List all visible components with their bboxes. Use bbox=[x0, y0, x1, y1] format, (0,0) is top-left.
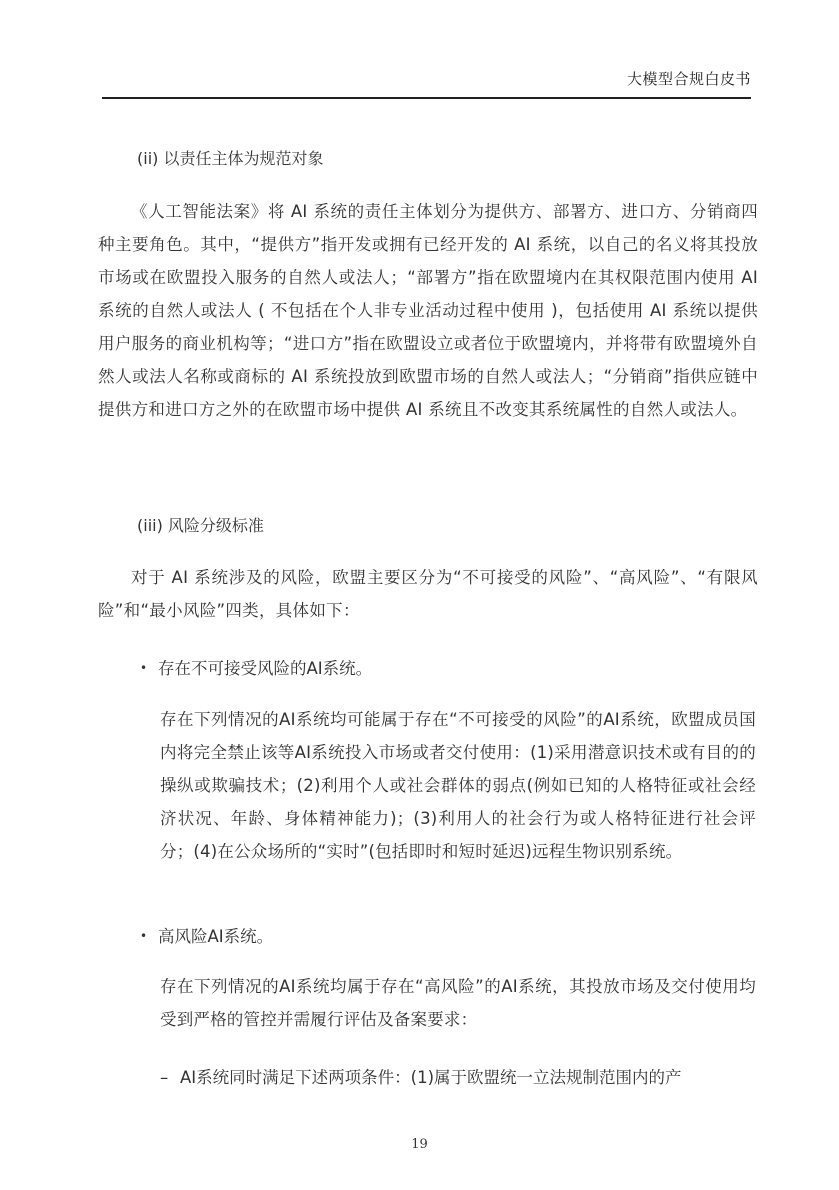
paragraph-high-risk: 存在下列情况的AI系统均属于存在“高风险”的AI系统，其投放市场及交付使用均受到严格的管控并需履行评估及备案要求： bbox=[160, 977, 756, 1029]
dash-item-conditions bbox=[160, 1064, 760, 1088]
section-heading-iii: (iii) 风险分级标准 bbox=[137, 516, 264, 535]
page-number: 19 bbox=[411, 1137, 428, 1152]
bullet-icon: • bbox=[140, 661, 148, 675]
header-title: 大模型合规白皮书 bbox=[626, 70, 751, 88]
dash-item-text: AI系统同时满足下述两项条件：(1)属于欧盟统一立法规制范围内的产 bbox=[180, 1068, 682, 1087]
section-heading-ii: (ii) 以责任主体为规范对象 bbox=[137, 149, 324, 168]
paragraph-unacceptable-risk: 存在下列情况的AI系统均可能属于存在“不可接受的风险”的AI系统，欧盟成员国内将完全禁止该等AI系统投入市场或者交付使用：(1)采用潜意识技术或有目的的操纵或欺骗技术；(2)利用个人或社会群体的弱点(例如已知的人格特征或社会经济状况、年龄、身体精神能力)；(3)利用人的社会行为或人格特征进行社会评分；(4)在公众场所的“实时”(包括即时和短时延迟)远程生物识别系统。 bbox=[160, 710, 756, 861]
bullet-icon: • bbox=[140, 929, 148, 943]
header-divider bbox=[102, 97, 751, 99]
paragraph-risk-intro: 对于 AI 系统涉及的风险，欧盟主要区分为“不可接受的风险”、“高风险”、“有限风险”和“最小风险”四类，具体如下： bbox=[98, 568, 758, 620]
bullet-title: 高风险AI系统。 bbox=[158, 927, 274, 946]
bullet-high-risk bbox=[140, 923, 273, 947]
bullet-title: 存在不可接受风险的AI系统。 bbox=[158, 659, 373, 678]
bullet-unacceptable-risk bbox=[140, 655, 372, 679]
dash-icon: – bbox=[160, 1068, 169, 1087]
paragraph-responsible-parties: 《人工智能法案》将 AI 系统的责任主体划分为提供方、部署方、进口方、分销商四种主要角色。其中，“提供方”指开发或拥有已经开发的 AI 系统，以自己的名义将其投放市场或在欧盟投入服务的自然人或法人；“部署方”指在欧盟境内在其权限范围内使用 AI 系统的自然人或法人 ( 不包括在个人非专业活动过程中使用 )，包括使用 AI 系统以提供用户服务的商业机构等；“进口方”指在欧盟设立或者位于欧盟境内，并将带有欧盟境外自然人或法人名称或商标的 AI 系统投放到欧盟市场的自然人或法人；“分销商”指供应链中提供方和进口方之外的在欧盟市场中提供 AI 系统且不改变其系统属性的自然人或法人。 bbox=[98, 202, 758, 419]
